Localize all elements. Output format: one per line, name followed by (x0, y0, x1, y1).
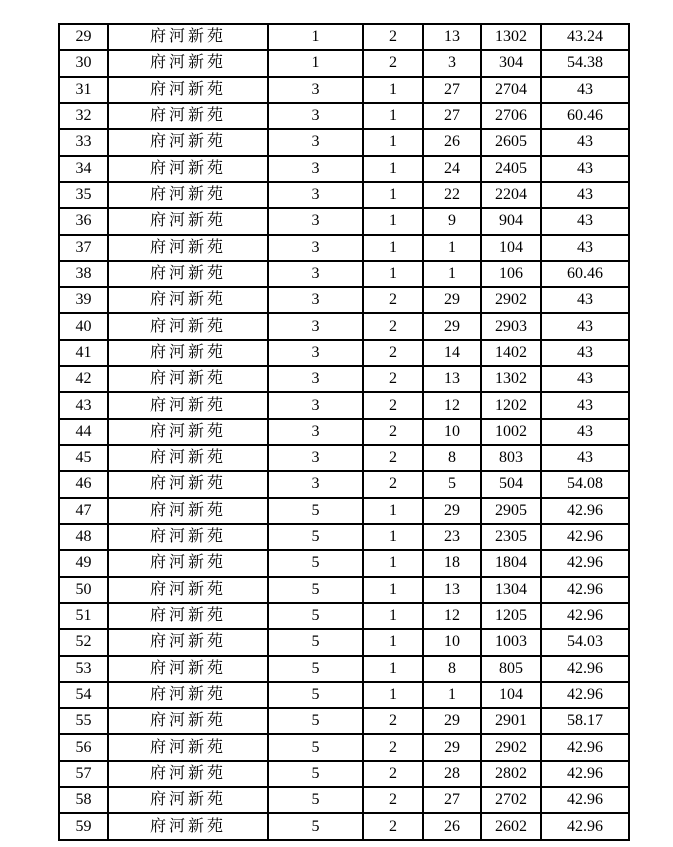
row-number: 45 (59, 445, 108, 471)
room-number: 2902 (481, 287, 541, 313)
room-number: 1402 (481, 340, 541, 366)
floor-number: 1 (423, 682, 481, 708)
unit-number: 1 (363, 656, 423, 682)
room-number: 1003 (481, 629, 541, 655)
table-row (59, 235, 629, 261)
community-name: 府河新苑 (108, 471, 268, 497)
building-number: 5 (268, 708, 363, 734)
unit-number: 2 (363, 392, 423, 418)
community-name: 府河新苑 (108, 629, 268, 655)
table-row (59, 524, 629, 550)
building-number: 3 (268, 313, 363, 339)
building-number: 1 (268, 50, 363, 76)
row-number: 37 (59, 235, 108, 261)
building-number: 3 (268, 235, 363, 261)
building-number: 5 (268, 787, 363, 813)
unit-number: 1 (363, 603, 423, 629)
community-name: 府河新苑 (108, 603, 268, 629)
community-name: 府河新苑 (108, 313, 268, 339)
unit-number: 2 (363, 340, 423, 366)
table-row (59, 498, 629, 524)
building-number: 5 (268, 813, 363, 840)
row-number: 43 (59, 392, 108, 418)
room-number: 2602 (481, 813, 541, 840)
building-number: 3 (268, 419, 363, 445)
community-name: 府河新苑 (108, 103, 268, 129)
community-name: 府河新苑 (108, 156, 268, 182)
table-row (59, 340, 629, 366)
floor-number: 27 (423, 787, 481, 813)
floor-number: 12 (423, 603, 481, 629)
floor-number: 5 (423, 471, 481, 497)
room-number: 1202 (481, 392, 541, 418)
table-row (59, 761, 629, 787)
community-name: 府河新苑 (108, 550, 268, 576)
area-value: 43 (541, 340, 629, 366)
community-name: 府河新苑 (108, 261, 268, 287)
community-name: 府河新苑 (108, 366, 268, 392)
building-number: 5 (268, 656, 363, 682)
row-number: 56 (59, 734, 108, 760)
table-row (59, 629, 629, 655)
area-value: 43 (541, 77, 629, 103)
community-name: 府河新苑 (108, 77, 268, 103)
building-number: 5 (268, 498, 363, 524)
table-row (59, 156, 629, 182)
community-name: 府河新苑 (108, 708, 268, 734)
building-number: 1 (268, 24, 363, 50)
room-number: 2902 (481, 734, 541, 760)
area-value: 43 (541, 366, 629, 392)
room-number: 304 (481, 50, 541, 76)
community-name: 府河新苑 (108, 734, 268, 760)
area-value: 60.46 (541, 261, 629, 287)
community-name: 府河新苑 (108, 813, 268, 840)
floor-number: 10 (423, 419, 481, 445)
unit-number: 2 (363, 813, 423, 840)
area-value: 54.38 (541, 50, 629, 76)
floor-number: 18 (423, 550, 481, 576)
community-name: 府河新苑 (108, 392, 268, 418)
room-number: 2605 (481, 129, 541, 155)
table-row (59, 682, 629, 708)
unit-number: 2 (363, 708, 423, 734)
room-number: 104 (481, 235, 541, 261)
area-value: 43 (541, 235, 629, 261)
table-body (59, 24, 629, 840)
area-value: 43 (541, 392, 629, 418)
floor-number: 29 (423, 287, 481, 313)
building-number: 5 (268, 550, 363, 576)
community-name: 府河新苑 (108, 445, 268, 471)
community-name: 府河新苑 (108, 761, 268, 787)
row-number: 52 (59, 629, 108, 655)
row-number: 38 (59, 261, 108, 287)
building-number: 5 (268, 682, 363, 708)
unit-number: 1 (363, 156, 423, 182)
building-number: 3 (268, 156, 363, 182)
floor-number: 29 (423, 708, 481, 734)
unit-number: 1 (363, 208, 423, 234)
floor-number: 3 (423, 50, 481, 76)
area-value: 43 (541, 182, 629, 208)
unit-number: 2 (363, 287, 423, 313)
area-value: 54.03 (541, 629, 629, 655)
floor-number: 29 (423, 313, 481, 339)
community-name: 府河新苑 (108, 656, 268, 682)
row-number: 42 (59, 366, 108, 392)
row-number: 44 (59, 419, 108, 445)
table-row (59, 471, 629, 497)
row-number: 54 (59, 682, 108, 708)
area-value: 43.24 (541, 24, 629, 50)
row-number: 46 (59, 471, 108, 497)
unit-number: 1 (363, 498, 423, 524)
row-number: 35 (59, 182, 108, 208)
table-row (59, 24, 629, 50)
room-number: 2903 (481, 313, 541, 339)
community-name: 府河新苑 (108, 50, 268, 76)
room-number: 904 (481, 208, 541, 234)
unit-number: 1 (363, 129, 423, 155)
floor-number: 9 (423, 208, 481, 234)
floor-number: 26 (423, 813, 481, 840)
floor-number: 27 (423, 77, 481, 103)
row-number: 49 (59, 550, 108, 576)
room-number: 2204 (481, 182, 541, 208)
row-number: 39 (59, 287, 108, 313)
building-number: 5 (268, 603, 363, 629)
room-number: 2706 (481, 103, 541, 129)
room-number: 2901 (481, 708, 541, 734)
floor-number: 13 (423, 24, 481, 50)
row-number: 51 (59, 603, 108, 629)
room-number: 1205 (481, 603, 541, 629)
floor-number: 13 (423, 366, 481, 392)
area-value: 43 (541, 156, 629, 182)
community-name: 府河新苑 (108, 129, 268, 155)
unit-number: 1 (363, 550, 423, 576)
floor-number: 12 (423, 392, 481, 418)
area-value: 54.08 (541, 471, 629, 497)
table-row (59, 787, 629, 813)
floor-number: 29 (423, 734, 481, 760)
table-row (59, 577, 629, 603)
area-value: 58.17 (541, 708, 629, 734)
table-row (59, 77, 629, 103)
table-row (59, 603, 629, 629)
floor-number: 28 (423, 761, 481, 787)
unit-number: 2 (363, 366, 423, 392)
unit-number: 2 (363, 445, 423, 471)
room-number: 805 (481, 656, 541, 682)
row-number: 50 (59, 577, 108, 603)
community-name: 府河新苑 (108, 340, 268, 366)
area-value: 42.96 (541, 787, 629, 813)
unit-number: 1 (363, 524, 423, 550)
building-number: 5 (268, 761, 363, 787)
building-number: 5 (268, 577, 363, 603)
row-number: 41 (59, 340, 108, 366)
community-name: 府河新苑 (108, 682, 268, 708)
floor-number: 24 (423, 156, 481, 182)
room-number: 2702 (481, 787, 541, 813)
building-number: 3 (268, 208, 363, 234)
floor-number: 8 (423, 445, 481, 471)
area-value: 42.96 (541, 682, 629, 708)
table-row (59, 708, 629, 734)
area-value: 42.96 (541, 550, 629, 576)
unit-number: 1 (363, 261, 423, 287)
table-row (59, 50, 629, 76)
community-name: 府河新苑 (108, 24, 268, 50)
building-number: 3 (268, 445, 363, 471)
building-number: 5 (268, 629, 363, 655)
unit-number: 2 (363, 471, 423, 497)
area-value: 42.96 (541, 734, 629, 760)
unit-number: 1 (363, 77, 423, 103)
row-number: 36 (59, 208, 108, 234)
room-number: 106 (481, 261, 541, 287)
area-value: 42.96 (541, 603, 629, 629)
building-number: 3 (268, 392, 363, 418)
row-number: 33 (59, 129, 108, 155)
room-number: 803 (481, 445, 541, 471)
building-number: 3 (268, 103, 363, 129)
row-number: 48 (59, 524, 108, 550)
floor-number: 1 (423, 235, 481, 261)
floor-number: 27 (423, 103, 481, 129)
table-row (59, 261, 629, 287)
table-row (59, 656, 629, 682)
community-name: 府河新苑 (108, 419, 268, 445)
area-value: 43 (541, 287, 629, 313)
unit-number: 1 (363, 235, 423, 261)
room-number: 2704 (481, 77, 541, 103)
community-name: 府河新苑 (108, 524, 268, 550)
floor-number: 22 (423, 182, 481, 208)
floor-number: 1 (423, 261, 481, 287)
building-number: 3 (268, 182, 363, 208)
row-number: 57 (59, 761, 108, 787)
table-row (59, 445, 629, 471)
building-number: 3 (268, 471, 363, 497)
row-number: 59 (59, 813, 108, 840)
building-number: 3 (268, 366, 363, 392)
unit-number: 1 (363, 682, 423, 708)
table-row (59, 419, 629, 445)
row-number: 55 (59, 708, 108, 734)
floor-number: 10 (423, 629, 481, 655)
building-number: 3 (268, 287, 363, 313)
area-value: 43 (541, 208, 629, 234)
table-row (59, 550, 629, 576)
building-number: 5 (268, 734, 363, 760)
community-name: 府河新苑 (108, 208, 268, 234)
floor-number: 14 (423, 340, 481, 366)
room-number: 2305 (481, 524, 541, 550)
community-name: 府河新苑 (108, 287, 268, 313)
area-value: 60.46 (541, 103, 629, 129)
community-name: 府河新苑 (108, 182, 268, 208)
area-value: 43 (541, 419, 629, 445)
table-row (59, 366, 629, 392)
row-number: 31 (59, 77, 108, 103)
community-name: 府河新苑 (108, 787, 268, 813)
floor-number: 8 (423, 656, 481, 682)
room-number: 1304 (481, 577, 541, 603)
floor-number: 26 (423, 129, 481, 155)
row-number: 30 (59, 50, 108, 76)
row-number: 29 (59, 24, 108, 50)
community-name: 府河新苑 (108, 577, 268, 603)
building-number: 3 (268, 129, 363, 155)
unit-number: 1 (363, 103, 423, 129)
area-value: 43 (541, 313, 629, 339)
area-value: 42.96 (541, 498, 629, 524)
area-value: 42.96 (541, 761, 629, 787)
building-number: 5 (268, 524, 363, 550)
building-number: 3 (268, 77, 363, 103)
unit-number: 2 (363, 761, 423, 787)
room-number: 2905 (481, 498, 541, 524)
table-row (59, 103, 629, 129)
row-number: 34 (59, 156, 108, 182)
floor-number: 13 (423, 577, 481, 603)
row-number: 47 (59, 498, 108, 524)
table-row (59, 392, 629, 418)
row-number: 58 (59, 787, 108, 813)
unit-number: 1 (363, 577, 423, 603)
floor-number: 23 (423, 524, 481, 550)
room-number: 1302 (481, 24, 541, 50)
unit-number: 2 (363, 419, 423, 445)
row-number: 32 (59, 103, 108, 129)
room-number: 104 (481, 682, 541, 708)
unit-number: 1 (363, 629, 423, 655)
room-number: 2405 (481, 156, 541, 182)
table-row (59, 313, 629, 339)
unit-number: 2 (363, 787, 423, 813)
area-value: 42.96 (541, 577, 629, 603)
room-number: 1002 (481, 419, 541, 445)
unit-number: 2 (363, 50, 423, 76)
building-number: 3 (268, 340, 363, 366)
area-value: 43 (541, 445, 629, 471)
data-table (58, 23, 630, 841)
table-row (59, 287, 629, 313)
table-row (59, 182, 629, 208)
area-value: 42.96 (541, 813, 629, 840)
room-number: 1804 (481, 550, 541, 576)
row-number: 40 (59, 313, 108, 339)
area-value: 42.96 (541, 656, 629, 682)
area-value: 42.96 (541, 524, 629, 550)
unit-number: 2 (363, 734, 423, 760)
table-row (59, 813, 629, 840)
community-name: 府河新苑 (108, 235, 268, 261)
floor-number: 29 (423, 498, 481, 524)
community-name: 府河新苑 (108, 498, 268, 524)
room-number: 504 (481, 471, 541, 497)
table-row (59, 129, 629, 155)
unit-number: 1 (363, 182, 423, 208)
table-row (59, 734, 629, 760)
table-row (59, 208, 629, 234)
area-value: 43 (541, 129, 629, 155)
unit-number: 2 (363, 313, 423, 339)
row-number: 53 (59, 656, 108, 682)
room-number: 2802 (481, 761, 541, 787)
building-number: 3 (268, 261, 363, 287)
room-number: 1302 (481, 366, 541, 392)
unit-number: 2 (363, 24, 423, 50)
